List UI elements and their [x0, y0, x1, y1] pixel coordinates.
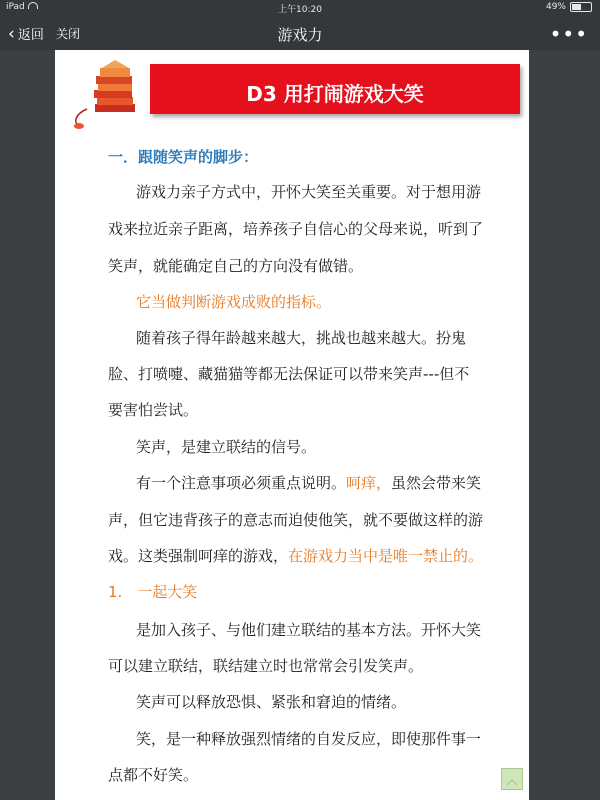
paragraph-line: 笑声可以释放恐惧、紧张和窘迫的情绪。 — [136, 693, 407, 711]
battery-icon — [570, 2, 592, 12]
paragraph-line: 声，但它违背孩子的意志而迫使他笑，就不要做这样的游 — [108, 511, 484, 529]
chevron-up-icon: ︿ — [505, 772, 518, 787]
battery-fill — [572, 4, 581, 10]
paragraph-line: 随着孩子得年龄越来越大，挑战也越来越大。扮鬼 — [136, 329, 467, 347]
paragraph-line: 要害怕尝试。 — [108, 401, 199, 419]
chevron-left-icon: ‹ — [8, 23, 15, 44]
paragraph-line: 笑，是一种释放强烈情绪的自发反应，即使那件事一 — [136, 730, 482, 748]
title-banner — [150, 64, 520, 114]
back-label: 返回 — [17, 28, 44, 43]
highlight-text: 在游戏力当中是唯一禁止的。 — [288, 547, 484, 565]
close-button[interactable]: 关闭 — [56, 27, 81, 41]
paragraph-line: 笑声，是建立联结的信号。 — [136, 438, 317, 456]
paragraph-line: 戏来拉近亲子距离，培养孩子自信心的父母来说，听到了 — [108, 220, 484, 238]
paragraph-line: 脸、打喷嚏、藏猫猫等都无法保证可以带来笑声---但不 — [108, 365, 470, 383]
paragraph-line: 点都不好笑。 — [108, 766, 199, 784]
status-right — [546, 2, 592, 12]
device-name: iPad — [6, 2, 25, 12]
text-run: 虽然会带来笑 — [391, 474, 482, 492]
paragraph-line: 笑声，就能确定自己的方向没有做错。 — [108, 257, 364, 275]
books-mouse-icon — [67, 54, 142, 129]
more-dots-icon[interactable]: ••• — [549, 22, 588, 46]
highlight-line: 它当做判断游戏成败的指标。 — [136, 293, 332, 311]
battery-percent: 49% — [545, 2, 566, 12]
paragraph-line: 可以建立联结，联结建立时也常常会引发笑声。 — [108, 657, 424, 675]
highlight-text: 呵痒， — [346, 474, 392, 492]
scroll-to-top-button[interactable] — [501, 768, 523, 790]
paragraph-line: 是加入孩子、与他们建立联结的基本方法。开怀大笑 — [136, 621, 482, 639]
page-title: 游戏力 — [277, 26, 323, 44]
section-heading: 一．跟随笑声的脚步： — [108, 148, 259, 166]
article-page[interactable] — [55, 50, 529, 800]
paragraph-line — [136, 472, 481, 493]
paragraph-line: 游戏力亲子方式中，开怀大笑至关重要。对于想用游 — [136, 183, 482, 201]
status-bar — [0, 0, 600, 16]
text-run: 有一个注意事项必须重点说明。 — [136, 474, 347, 492]
text-run: 戏。这类强制呵痒的游戏， — [108, 547, 289, 565]
status-time: 上午10:20 — [278, 5, 322, 15]
paragraph-line — [108, 545, 483, 566]
banner-title: D3 用打闹游戏大笑 — [246, 82, 424, 106]
navigation-bar — [0, 16, 600, 50]
subsection-heading: 1. 一起大笑 — [108, 583, 198, 601]
